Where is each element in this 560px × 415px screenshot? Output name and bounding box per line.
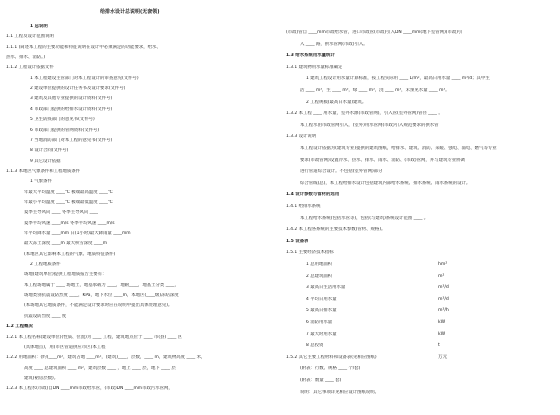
- indicator-unit: t: [438, 343, 440, 349]
- right-column-line: 要求(市政管网)设置冷水、热水、排水、雨水、消防、(市政)管网，并与建筑专业协调: [300, 157, 465, 163]
- left-column-line: 年最大平均温度 ____℃ 极端最高温度 ____℃: [24, 189, 113, 195]
- right-column-line: (附表：行数、规格 ____ 个/套): [300, 366, 361, 372]
- right-column-line: 1.4.1 给排水系统: [286, 204, 321, 209]
- left-column-line: 1.1 工程及设计范围说明: [6, 34, 54, 40]
- left-column-line: 1 本工程建设主管部门对本工程设计的审查意见(文件号): [30, 75, 139, 81]
- right-column-line: (附表：数量 ____ 套): [300, 378, 342, 383]
- right-column-line: 7 最大时用水量: [306, 331, 337, 337]
- left-column-line: 场地(建筑单位)提供工程地质报告主要有：: [24, 272, 107, 278]
- right-column-line: 3 最高日生活用水量: [306, 285, 346, 291]
- left-column-line: 场地类别抗震设防烈度 ____，KPa，地下水位 ____m，本地区(____级)冻结深度: [24, 293, 179, 299]
- right-column-line: 本工程水由市政管网引入，(室外)用水管网(市政)引入规范要求的供水管: [300, 122, 439, 128]
- left-column-line: 1 气象条件: [30, 179, 52, 185]
- left-column-line: 1.2.1 本工程名称(建设单位)(性质、位置)为 ____ 工程，建筑地点位于 ____ 市(县) ____ 区: [6, 334, 183, 340]
- left-column-line: 1.1.1 (简述本工程的主要功能和特征说明在设计中必须满足的功能要求，给水、: [6, 44, 161, 50]
- left-column-line: 7 当地消防部门对本工程的意见书(文件号): [30, 137, 113, 143]
- left-column-line: 8 设计合同(文件号): [30, 148, 69, 154]
- right-column-line: 1.3 给水系统用水量统计: [286, 53, 335, 59]
- left-column-line: (本地区其它影响本工程的气象、地质特征条件): [24, 251, 116, 257]
- left-column-line: 年最小平均温度 ____℃ 极端最低温度 ____℃: [24, 199, 113, 205]
- indicator-unit: kW: [438, 331, 446, 337]
- left-column-line: (本场地其它地质条件，不能满足设计要求时应在说明中提出具体处理意见)。: [24, 303, 173, 309]
- left-column-line: 2 工程地质条件: [30, 262, 61, 268]
- right-column-line: 1.4 设计参数与管材的选用: [286, 192, 340, 198]
- left-column-line: 6 市政部门提供的管网资料(文件号): [30, 127, 100, 133]
- left-column-line: 建筑(裙房层数)。: [24, 375, 59, 381]
- right-column-line: 1.5.1 主要经济技术指标: [286, 250, 334, 256]
- left-column-line: 高度 ____ 总建筑面积 ____ m²，建筑层数 ____ ，地上 ____ 层，地下 ____ 层: [24, 365, 176, 371]
- indicator-unit: m²: [438, 273, 445, 279]
- right-column-line: 4 平均日用水量: [306, 296, 337, 302]
- right-column-line: (市政)管自 ____mm市政给水管，进口市政管(市政)引入DN ____mm(地下室管网)(市政)引: [286, 30, 463, 35]
- left-column-line: 夏季主导风向 ____ 冬季主导风向 ____: [24, 210, 99, 216]
- right-column-line: 综合管线(总)，本工程给排水设计包括建筑内部给水系统、排水系统、雨水系统的设计。: [300, 180, 471, 186]
- indicator-unit: 万元: [438, 354, 448, 360]
- right-column-line: 1.3.3 设计说明: [286, 134, 317, 140]
- right-column-line: 进行管道综合设计。不包括(室外管网)部分: [300, 169, 383, 175]
- right-column-line: 8 总投资: [306, 343, 324, 349]
- left-column-line: 1.2.3 本工程水(市政)自DN ____mm市政给水管，(市政)DN ____mm市政污水管网，: [6, 386, 173, 392]
- left-column-line: 夏季平均风速 ____m/s 冬季平均风速 ____m/s: [24, 220, 115, 226]
- indicator-unit: m³/d: [438, 296, 449, 302]
- indicator-unit: m³/d: [438, 285, 449, 291]
- right-column-line: 1 总用地面积: [306, 262, 333, 267]
- left-column-line: 3 建筑及其他专业提供的设计资料(文件号): [30, 96, 113, 102]
- left-column-line: 最大冻土深度 ____m 最大积雪深度 ____m: [24, 241, 107, 247]
- right-column-line: 入 ____ 路，供水管网(市政)引入。: [300, 41, 368, 47]
- left-column-line: 热水、排水、消防。): [6, 55, 46, 61]
- right-column-line: 2 工程规模(最高日水量)建筑。: [306, 99, 367, 105]
- indicator-unit: hm²: [438, 262, 448, 267]
- left-column-line: 年平均降水量 ____mm 日(1小时)最大降雨量 ____mm: [24, 231, 131, 236]
- right-column-line: 本工程给水系统(包括水管等)，包括(与建筑)系统设计范围 ____ 。: [300, 215, 429, 221]
- indicator-unit: kW: [438, 320, 446, 325]
- left-column-line: 本工程场地属于 ____ 场地土，地基承载力 ____，地耐____，地基土分类 ____，: [24, 282, 179, 288]
- left-column-line: 2 建设单位提供的设计任务书及设计要求(文件号): [30, 86, 126, 92]
- left-column-line: 1.1.3 本地区气象条件和工程地质条件: [6, 168, 81, 174]
- left-column-line: 4 市政部门提供的给排水设计资料(文件号): [30, 106, 113, 112]
- left-column-line: 1 总说明: [30, 24, 48, 29]
- right-column-line: 1.5.2 其它主要工程材料和设备表(见相应图纸): [286, 354, 377, 360]
- left-column-line: 1.1.2 工程设计依据文件: [6, 65, 54, 71]
- right-column-line: 说明：其它事项详见相应设计图纸说明。: [300, 389, 380, 395]
- right-column-line: 1.3.1 建筑物用水量标准确定: [286, 64, 343, 70]
- right-column-line: 1.4.2 本工程各系统的主要技术参数(管材、规格)。: [286, 227, 386, 233]
- left-column-line: 5 卫生防疫部门的意见书(文件号): [30, 117, 95, 123]
- right-column-line: 活 ____ m³，生 ____ m³，绿 ____ m³，浇 ____ m³，未预见水量 ____ m³。: [300, 88, 450, 93]
- right-column-line: 1.3.2 本工程 ____ 用水量，室外水源(市政管网)，引入管(室外管网)管径 ____ 。: [286, 111, 443, 117]
- left-column-line: 9 其它设计依据: [30, 158, 61, 164]
- right-column-line: 1 建筑工程设计用水量计算标准，按工程实际用 ____ L/m²，最高日用水量 ____ m³/d；其中生: [306, 76, 490, 82]
- left-column-line: 抗震设防烈度 ____ 度: [24, 313, 67, 319]
- left-column-line: 1.2.2 用地面积：(约)____m²，建筑占地 ____m²，(建筑)____，层数，____ m，建筑物高度 ____ 米，: [6, 355, 206, 361]
- indicator-unit: m³/h: [438, 308, 449, 314]
- document-title: 给排水设计总说明(无套领): [100, 9, 160, 15]
- right-column-line: 1.5 设备表: [286, 238, 309, 244]
- right-column-line: 本工程设计依据为(建筑专业)提供的建筑图纸，给排水、建筑、消防、采暖、强电、弱电、燃气等专业: [300, 146, 497, 151]
- right-column-line: 2 总建筑面积: [306, 273, 333, 279]
- right-column-line: 5 最高日排水量: [306, 308, 337, 314]
- right-column-line: 6 消防用水量: [306, 320, 333, 325]
- left-column-line: (具体地点)，用(市区管道供应市区)本工程: [24, 344, 106, 350]
- left-column-line: 1.2 工程概况: [6, 324, 33, 330]
